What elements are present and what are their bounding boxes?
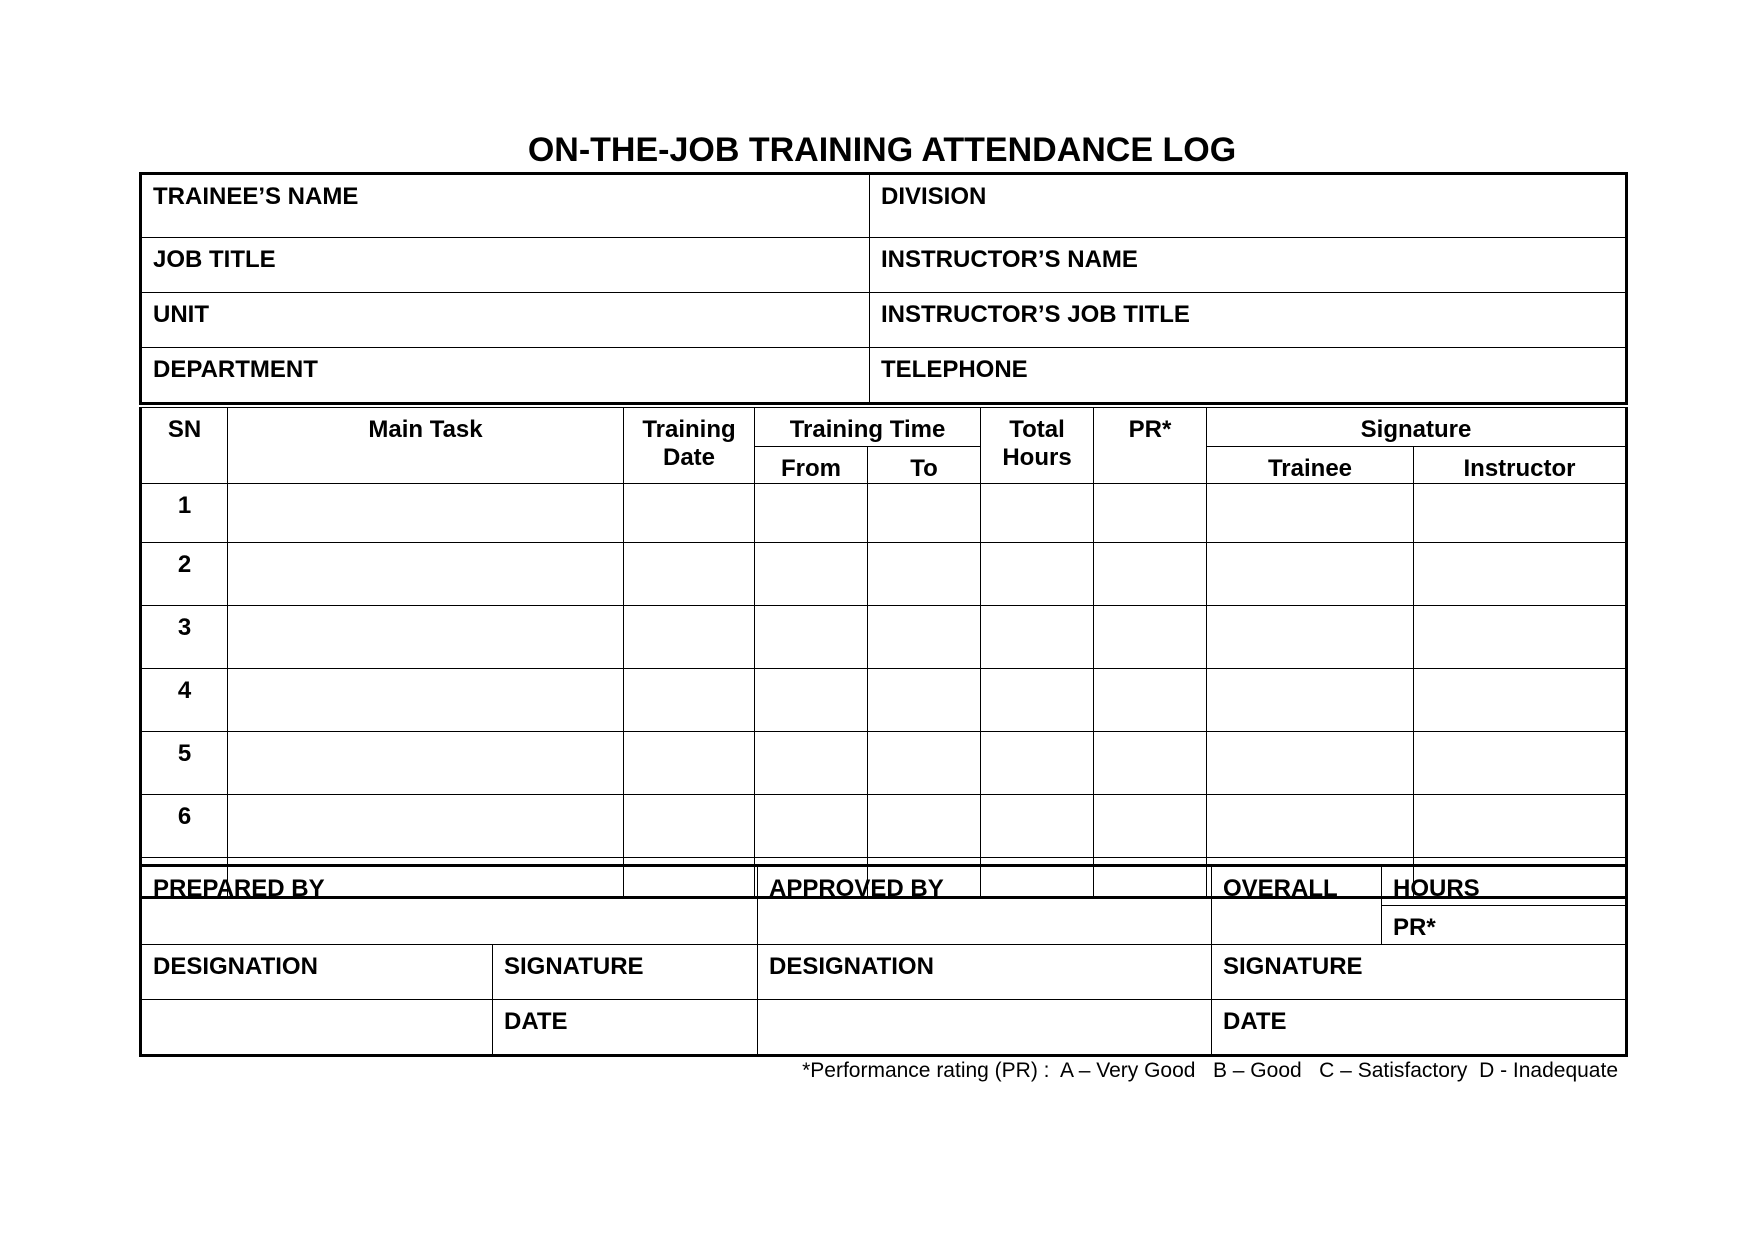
telephone-label: TELEPHONE	[881, 356, 1028, 383]
unit-field[interactable]	[141, 293, 870, 348]
row-number: 2	[141, 543, 228, 606]
unit-label: UNIT	[153, 301, 209, 328]
total-hours-cell[interactable]	[981, 484, 1094, 543]
overall-field	[1212, 866, 1382, 945]
division-field[interactable]	[870, 174, 1627, 238]
row-number: 4	[141, 669, 228, 732]
training-date-cell[interactable]	[624, 669, 755, 732]
trainee-signature-cell[interactable]	[1207, 795, 1414, 858]
training-time-header: Training Time	[755, 408, 981, 447]
instructor-signature-cell[interactable]	[1414, 732, 1627, 795]
to-cell[interactable]	[868, 543, 981, 606]
telephone-field[interactable]	[870, 348, 1627, 404]
designation-left-value[interactable]	[141, 1000, 493, 1056]
to-cell[interactable]	[868, 732, 981, 795]
signature-right-label: SIGNATURE	[1223, 953, 1363, 980]
from-cell[interactable]	[755, 543, 868, 606]
designation-right-label: DESIGNATION	[769, 953, 934, 980]
job-title-field[interactable]	[141, 238, 870, 293]
trainee-signature-cell[interactable]	[1207, 669, 1414, 732]
prepared-by-label: PREPARED BY	[153, 875, 325, 902]
trainee-info-table	[139, 172, 1628, 405]
trainee-signature-cell[interactable]	[1207, 543, 1414, 606]
main-task-cell[interactable]	[228, 606, 624, 669]
training-date-cell[interactable]	[624, 484, 755, 543]
from-cell[interactable]	[755, 606, 868, 669]
instructor-name-field[interactable]	[870, 238, 1627, 293]
designation-right-value[interactable]	[758, 1000, 1212, 1056]
pr-cell[interactable]	[1094, 543, 1207, 606]
from-cell[interactable]	[755, 669, 868, 732]
pr-cell[interactable]	[1094, 606, 1207, 669]
main-task-cell[interactable]	[228, 795, 624, 858]
instructor-signature-cell[interactable]	[1414, 669, 1627, 732]
page-title: ON-THE-JOB TRAINING ATTENDANCE LOG	[527, 131, 1237, 169]
instructor-job-title-field[interactable]	[870, 293, 1627, 348]
overall-pr-label: PR*	[1393, 914, 1436, 941]
prepared-by-field[interactable]	[141, 866, 758, 945]
trainee-signature-cell[interactable]	[1207, 606, 1414, 669]
total-hours-header: Total Hours	[981, 408, 1094, 484]
instructor-job-title-label: INSTRUCTOR’S JOB TITLE	[881, 301, 1190, 328]
table-row	[141, 543, 1627, 606]
instructor-signature-cell[interactable]	[1414, 543, 1627, 606]
table-row	[141, 669, 1627, 732]
row-number: 3	[141, 606, 228, 669]
designation-left-field[interactable]	[141, 945, 493, 1000]
to-cell[interactable]	[868, 484, 981, 543]
approval-table	[139, 864, 1628, 1057]
instructor-name-label: INSTRUCTOR’S NAME	[881, 246, 1138, 273]
signature-left-label: SIGNATURE	[504, 953, 644, 980]
division-label: DIVISION	[881, 183, 987, 210]
training-log-table	[139, 407, 1628, 899]
signature-left-field[interactable]	[493, 945, 758, 1000]
table-row	[141, 732, 1627, 795]
department-field[interactable]	[141, 348, 870, 404]
total-hours-cell[interactable]	[981, 543, 1094, 606]
to-cell[interactable]	[868, 669, 981, 732]
trainee-signature-cell[interactable]	[1207, 732, 1414, 795]
date-right-field[interactable]	[1212, 1000, 1627, 1056]
table-row	[141, 606, 1627, 669]
total-hours-cell[interactable]	[981, 669, 1094, 732]
signature-header: Signature	[1207, 408, 1627, 447]
training-date-cell[interactable]	[624, 732, 755, 795]
total-hours-cell[interactable]	[981, 732, 1094, 795]
to-cell[interactable]	[868, 606, 981, 669]
instructor-signature-cell[interactable]	[1414, 606, 1627, 669]
trainee-name-label: TRAINEE’S NAME	[153, 183, 359, 210]
instructor-signature-cell[interactable]	[1414, 484, 1627, 543]
designation-right-field[interactable]	[758, 945, 1212, 1000]
date-left-field[interactable]	[493, 1000, 758, 1056]
overall-label: OVERALL	[1223, 875, 1338, 902]
instructor-signature-header: Instructor	[1414, 447, 1627, 484]
from-cell[interactable]	[755, 484, 868, 543]
pr-header: PR*	[1094, 408, 1207, 484]
designation-left-label: DESIGNATION	[153, 953, 318, 980]
approved-by-field[interactable]	[758, 866, 1212, 945]
row-number: 6	[141, 795, 228, 858]
pr-cell[interactable]	[1094, 484, 1207, 543]
row-number: 1	[141, 484, 228, 543]
overall-pr-field[interactable]	[1382, 906, 1627, 945]
pr-cell[interactable]	[1094, 732, 1207, 795]
signature-right-field[interactable]	[1212, 945, 1627, 1000]
performance-rating-note: *Performance rating (PR) : A – Very Good B – Good C – Satisfactory D - Inadequate	[802, 1059, 1618, 1082]
from-header: From	[755, 447, 868, 484]
total-hours-cell[interactable]	[981, 795, 1094, 858]
main-task-cell[interactable]	[228, 669, 624, 732]
date-right-label: DATE	[1223, 1008, 1287, 1035]
department-label: DEPARTMENT	[153, 356, 318, 383]
to-header: To	[868, 447, 981, 484]
trainee-name-field[interactable]	[141, 174, 870, 238]
training-date-cell[interactable]	[624, 606, 755, 669]
trainee-signature-cell[interactable]	[1207, 484, 1414, 543]
main-task-header: Main Task	[228, 408, 624, 484]
from-cell[interactable]	[755, 732, 868, 795]
approved-by-label: APPROVED BY	[769, 875, 944, 902]
training-date-header: Training Date	[624, 408, 755, 484]
to-cell[interactable]	[868, 795, 981, 858]
pr-cell[interactable]	[1094, 795, 1207, 858]
hours-label: HOURS	[1393, 875, 1480, 902]
main-task-cell[interactable]	[228, 732, 624, 795]
trainee-signature-header: Trainee	[1207, 447, 1414, 484]
job-title-label: JOB TITLE	[153, 246, 276, 273]
from-cell[interactable]	[755, 795, 868, 858]
overall-hours-field[interactable]	[1382, 866, 1627, 906]
date-left-label: DATE	[504, 1008, 568, 1035]
row-number: 5	[141, 732, 228, 795]
table-row	[141, 484, 1627, 543]
instructor-signature-cell[interactable]	[1414, 795, 1627, 858]
training-date-cell[interactable]	[624, 543, 755, 606]
table-row	[141, 795, 1627, 858]
pr-cell[interactable]	[1094, 669, 1207, 732]
training-date-cell[interactable]	[624, 795, 755, 858]
total-hours-cell[interactable]	[981, 606, 1094, 669]
main-task-cell[interactable]	[228, 543, 624, 606]
main-task-cell[interactable]	[228, 484, 624, 543]
sn-header: SN	[141, 408, 228, 484]
